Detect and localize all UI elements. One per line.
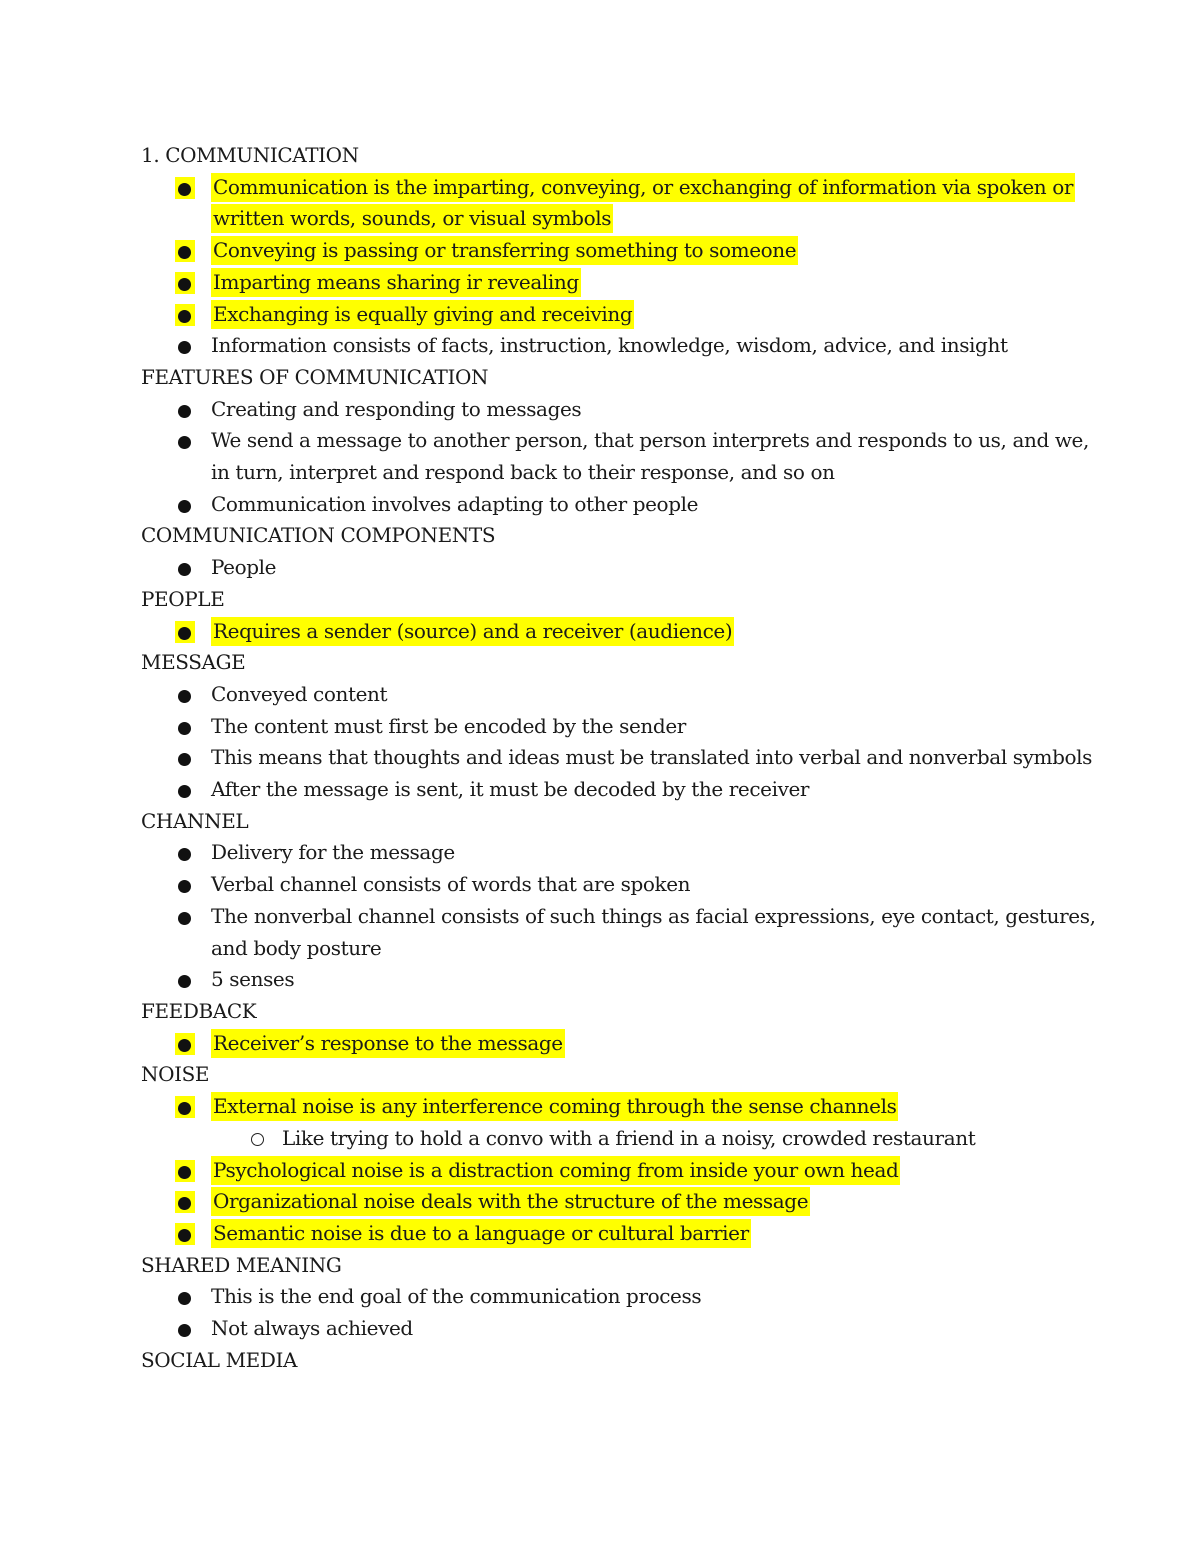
line-text: External noise is any interference coming through the sense channels — [211, 1092, 898, 1121]
line-text: The content must first be encoded by the sender — [211, 713, 686, 738]
hollow-circle-bullet-icon — [251, 1133, 264, 1146]
section-heading — [141, 584, 1101, 616]
list-item — [141, 425, 1101, 488]
highlighted-list-item — [141, 172, 1101, 235]
highlighted-list-item — [141, 267, 1101, 299]
list-item — [141, 964, 1101, 996]
bullet-icon — [178, 1324, 191, 1337]
line-text: This means that thoughts and ideas must be translated into verbal and nonverbal symbols — [211, 745, 1093, 770]
line-text: CHANNEL — [141, 808, 249, 833]
sub-list-item — [141, 1123, 1101, 1155]
bullet-icon — [178, 753, 191, 766]
line-text: We send a message to another person, that person interprets and responds to us, and we, in turn, interpret and respond back to their response, and so on — [211, 428, 1089, 485]
line-text: PEOPLE — [141, 586, 225, 611]
line-text: 5 senses — [211, 967, 295, 992]
list-item — [141, 679, 1101, 711]
highlighted-list-item — [141, 1186, 1101, 1218]
bullet-icon — [178, 1166, 191, 1179]
line-text: FEATURES OF COMMUNICATION — [141, 364, 489, 389]
bullet-icon — [178, 1039, 191, 1052]
highlighted-list-item — [141, 1091, 1101, 1123]
line-text: Conveying is passing or transferring something to someone — [211, 236, 798, 265]
bullet-icon — [178, 880, 191, 893]
highlighted-list-item — [141, 1155, 1101, 1187]
line-text: 1. COMMUNICATION — [141, 143, 359, 167]
section-heading — [141, 806, 1101, 838]
bullet-icon — [178, 1229, 191, 1242]
line-text: Verbal channel consists of words that are spoken — [211, 872, 691, 897]
highlighted-list-item — [141, 1028, 1101, 1060]
list-item — [141, 869, 1101, 901]
list-item — [141, 774, 1101, 806]
list-item — [141, 711, 1101, 743]
highlighted-list-item — [141, 299, 1101, 331]
bullet-icon — [178, 500, 191, 513]
list-item — [141, 489, 1101, 521]
list-item — [141, 1313, 1101, 1345]
section-heading — [141, 647, 1101, 679]
line-text: Delivery for the message — [211, 840, 455, 865]
bullet-icon — [178, 848, 191, 861]
line-text: Communication is the imparting, conveying, or exchanging of information via spoken or written words, sounds, or visual symbols — [211, 173, 1075, 234]
bullet-icon — [178, 278, 191, 291]
line-text: Like trying to hold a convo with a friend in a noisy, crowded restaurant — [282, 1125, 976, 1150]
line-text: Requires a sender (source) and a receiver (audience) — [211, 617, 734, 646]
section-heading — [141, 996, 1101, 1028]
notes-content — [141, 140, 1101, 1376]
list-item — [141, 837, 1101, 869]
bullet-icon — [178, 183, 191, 196]
bullet-icon — [178, 627, 191, 640]
bullet-icon — [178, 1292, 191, 1305]
bullet-icon — [178, 975, 191, 988]
bullet-icon — [178, 436, 191, 449]
line-text: FEEDBACK — [141, 998, 257, 1023]
line-text: SHARED MEANING — [141, 1252, 342, 1277]
list-item — [141, 901, 1101, 964]
line-text: Not always achieved — [211, 1316, 413, 1341]
line-text: Organizational noise deals with the structure of the message — [211, 1187, 810, 1216]
bullet-icon — [178, 912, 191, 925]
line-text: Information consists of facts, instruction, knowledge, wisdom, advice, and insight — [211, 333, 1008, 358]
bullet-icon — [178, 405, 191, 418]
list-item — [141, 552, 1101, 584]
line-text: COMMUNICATION COMPONENTS — [141, 523, 496, 548]
bullet-icon — [178, 722, 191, 735]
bullet-icon — [178, 690, 191, 703]
list-item — [141, 1281, 1101, 1313]
bullet-icon — [178, 341, 191, 354]
line-text: MESSAGE — [141, 650, 246, 675]
bullet-icon — [178, 563, 191, 576]
list-item — [141, 742, 1101, 774]
section-heading — [141, 1250, 1101, 1282]
highlighted-list-item — [141, 616, 1101, 648]
line-text: The nonverbal channel consists of such things as facial expressions, eye contact, gestures, and body posture — [211, 903, 1096, 960]
highlighted-list-item — [141, 235, 1101, 267]
section-heading — [141, 520, 1101, 552]
line-text: Exchanging is equally giving and receiving — [211, 300, 634, 329]
line-text: SOCIAL MEDIA — [141, 1347, 298, 1372]
line-text: Psychological noise is a distraction coming from inside your own head — [211, 1156, 900, 1185]
section-heading — [141, 362, 1101, 394]
section-heading — [141, 1059, 1101, 1091]
line-text: After the message is sent, it must be decoded by the receiver — [211, 777, 810, 802]
bullet-icon — [178, 1102, 191, 1115]
list-item — [141, 394, 1101, 426]
line-text: Semantic noise is due to a language or cultural barrier — [211, 1219, 751, 1248]
line-text: Imparting means sharing ir revealing — [211, 268, 581, 297]
list-item — [141, 330, 1101, 362]
line-text: Communication involves adapting to other people — [211, 491, 699, 516]
line-text: This is the end goal of the communication process — [211, 1284, 702, 1309]
line-text: Receiver’s response to the message — [211, 1029, 565, 1058]
section-heading — [141, 1345, 1101, 1377]
line-text: NOISE — [141, 1062, 210, 1087]
line-text: People — [211, 555, 277, 580]
bullet-icon — [178, 785, 191, 798]
line-text: Conveyed content — [211, 681, 388, 706]
bullet-icon — [178, 310, 191, 323]
line-text: Creating and responding to messages — [211, 396, 582, 421]
highlighted-list-item — [141, 1218, 1101, 1250]
section-heading — [141, 140, 1101, 172]
